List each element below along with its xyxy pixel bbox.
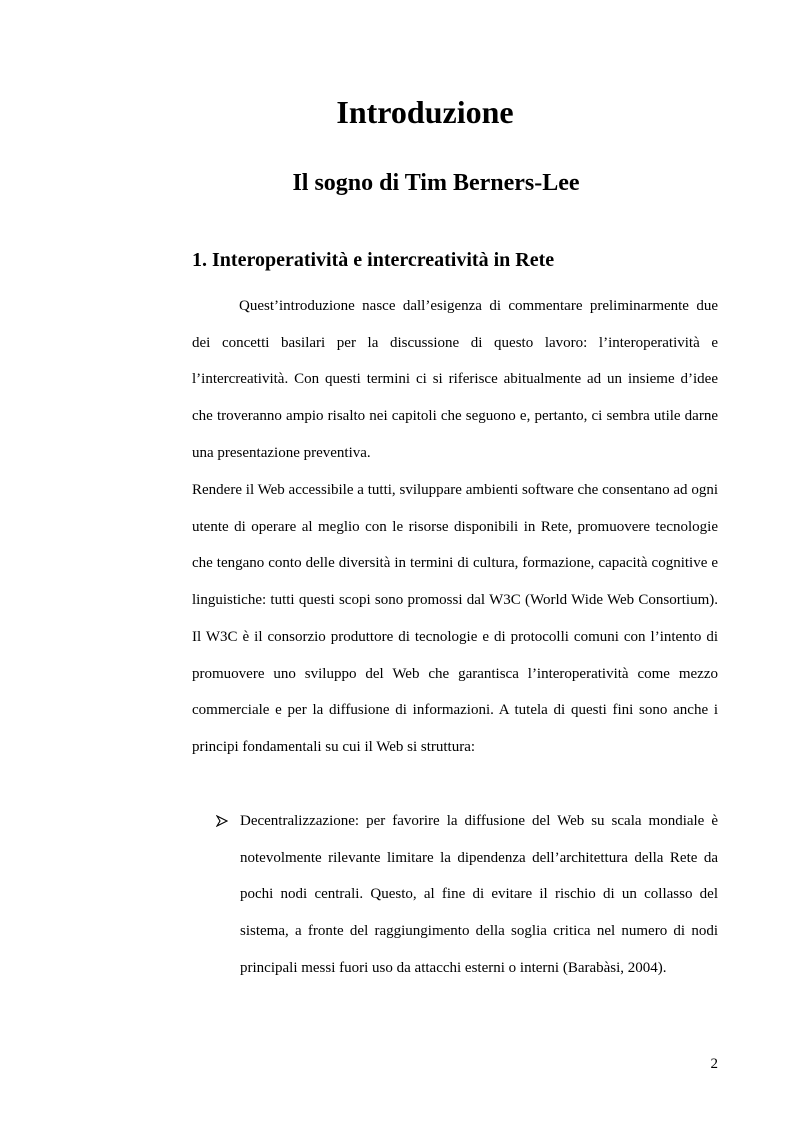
list-item: [216, 803, 718, 987]
section-heading: 1. Interoperatività e intercreatività in Rete: [192, 249, 555, 271]
list-item-text: Decentralizzazione: per favorire la diffusione del Web su scala mondiale è notevolmente rilevante limitare la dipendenza dell’architettura della Rete da pochi nodi centrali. Questo, al fine di evitare il rischio di un collasso del sistema, a fronte del raggiungimento della soglia critica nel numero di nodi principali messi fuori uso da attacchi esterni o interni (Barabàsi, 2004).: [240, 813, 718, 976]
paragraph-intro: Quest’introduzione nasce dall’esigenza di commentare preliminarmente due dei concetti basilari per la discussione di questo lavoro: l’interoperatività e l’intercreatività. Con questi termini ci si riferisce abitualmente ad un insieme d’idee che troveranno ampio risalto nei capitoli che seguono e, pertanto, ci sembra utile darne una presentazione preventiva.: [192, 298, 718, 461]
chapter-title: Introduzione: [336, 94, 514, 130]
arrowhead-bullet-icon: [216, 815, 228, 827]
principles-list: [216, 803, 718, 987]
paragraph-w3c: Rendere il Web accessibile a tutti, sviluppare ambienti software che consentano ad ogni utente di operare al meglio con le risorse disponibili in Rete, promuovere tecnologie che tengano conto delle diversità in termini di cultura, formazione, capacità cognitive e linguistiche: tutti questi scopi sono promossi dal W3C (World Wide Web Consortium). Il W3C è il consorzio produttore di tecnologie e di protocolli comuni con l’intento di promuovere uno sviluppo del Web che garantisca l’interoperatività come mezzo commerciale e per la diffusione di informazioni. A tutela di questi fini sono anche i principi fondamentali su cui il Web si struttura:: [192, 482, 718, 755]
page-number: 2: [710, 1056, 718, 1072]
chapter-subtitle: Il sogno di Tim Berners-Lee: [292, 170, 580, 196]
